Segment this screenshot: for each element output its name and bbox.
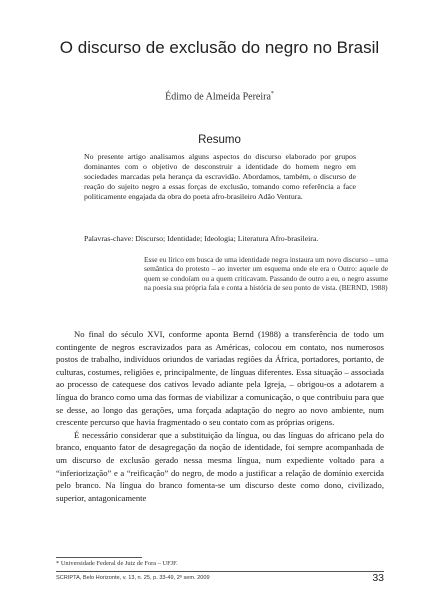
epigraph-quote: Esse eu lírico em busca de uma identidade negra instaura um novo discurso – uma semântica do protesto – ao inverter um esquema onde ele era o Outro: aquele de quem se condoíam ou a quem criticavam. Passando de outro a eu, o negro assume na poesia sua própria fala e conta a história de seu ponto de vista. (BERND, 1988) [144,255,388,293]
article-title: O discurso de exclusão do negro no Brasil [59,38,380,57]
body-paragraph: É necessário considerar que a substituição da língua, ou das línguas do africano pela do branco, enquanto fator de desagregação da noção de identidade, foi sempre acompanhada de um discurso de exclusão gerado nessa mesma língua, num expediente voltado para a “inferiorização” e a “reificação” do negro, de modo a justificar a relação de domínio exercida pelo branco. Na língua do branco fomenta-se um discurso deste como dono, civilizado, superior, antagonicamente [56,429,384,503]
footnote-divider [56,557,142,558]
journal-citation: SCRIPTA, Belo Horizonte, v. 13, n. 25, p. 33-49, 2º sem. 2009 [56,575,210,581]
author-name: Édimo de Almeida Pereira [165,91,271,103]
footnote-text: Universidade Federal de Juiz de Fora – UFJF. [60,560,178,567]
abstract-heading: Resumo [198,134,241,146]
body-paragraph: No final do século XVI, conforme aponta Bernd (1988) a transferência de todo um contingente de negros escravizados para as Américas, colocou em contato, nos numerosos postos de trabalho, indivíduos oriundos de variadas regiões da África, portadores, portanto, de culturas, costumes, religiões e, principalmente, de línguas diferentes. Essa situação – associada ao processo de catequese dos cativos levado adiante pela Igreja, – obrigou-os a adotarem a língua do branco como uma das formas de viabilizar a comunicação, o que contribuiu para que se desse, ao longo das gerações, uma forçada adaptação do negro ao novo ambiente, num crescente percurso que havia fragmentado o seu contato com as próprias origens. [56,329,384,428]
footnote [56,560,384,567]
author-line [0,91,439,102]
author-footnote-marker: * [270,91,274,97]
footer-divider [56,571,384,572]
abstract-text: No presente artigo analisamos alguns aspectos do discurso elaborado por grupos dominantes com o objetivo de desconstruir a identidade do homem negro em sociedades marcadas pela herança da escravidão. Abordamos, também, o discurso de reação do sujeito negro a essas forças de exclusão, tomando como referência a face politicamente engajada da obra do poeta afro-brasileiro Adão Ventura. [84,152,356,202]
body-text [56,328,384,504]
keywords: Palavras-chave: Discurso; Identidade; Ideologia; Literatura Afro-brasileira. [84,234,319,243]
footnote-marker: * [56,560,60,567]
page-number: 33 [372,572,384,584]
